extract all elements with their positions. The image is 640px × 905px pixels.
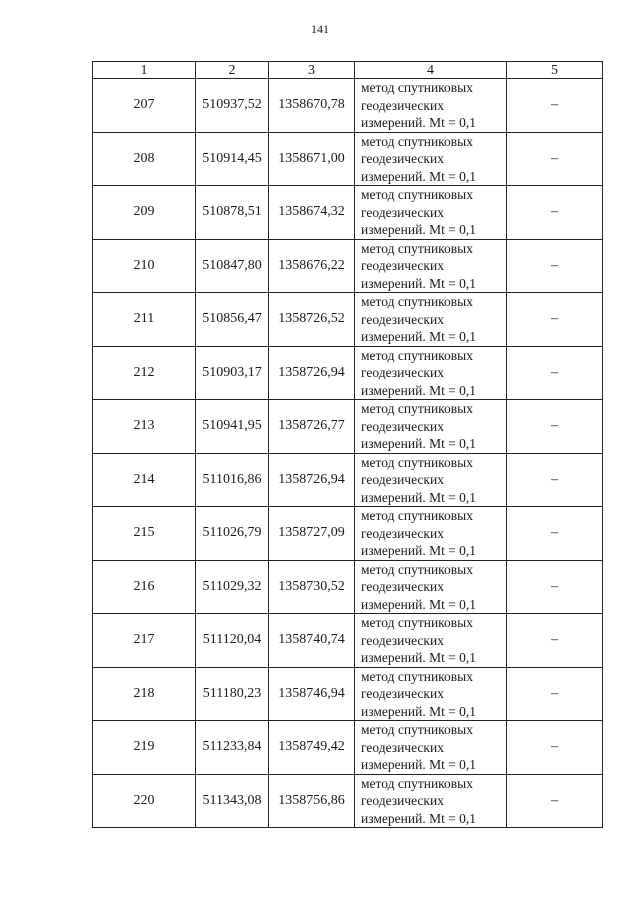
method-line: геодезических [361, 793, 444, 808]
x-coordinate-cell: 510847,80 [196, 239, 269, 293]
y-coordinate-cell: 1358740,74 [269, 614, 355, 668]
point-number-cell: 215 [93, 507, 196, 561]
note-cell: – [507, 507, 603, 561]
method-line: геодезических [361, 739, 444, 755]
method-line: геодезических [361, 97, 444, 113]
method-line: метод спутниковых [361, 401, 473, 416]
y-coordinate-cell: 1358676,22 [269, 239, 355, 293]
table-row [93, 774, 603, 828]
column-header-1: 1 [93, 62, 196, 79]
method-line: измерений. Mt = 0,1 [361, 703, 477, 719]
method-line: геодезических [361, 579, 444, 594]
x-coordinate-cell: 511120,04 [196, 614, 269, 668]
y-coordinate-cell: 1358726,94 [269, 453, 355, 507]
method-line: измерений. Mt = 0,1 [361, 596, 477, 612]
x-coordinate-cell: 510914,45 [196, 132, 269, 186]
point-number-cell: 217 [93, 614, 196, 668]
column-header-2: 2 [196, 62, 269, 79]
method-cell [355, 293, 507, 347]
method-line: геодезических [361, 686, 444, 701]
table-row [93, 400, 603, 454]
method-line: измерений. Mt = 0,1 [361, 543, 477, 558]
point-number-cell: 213 [93, 400, 196, 454]
point-number-cell: 220 [93, 774, 196, 828]
method-cell [355, 346, 507, 400]
method-line: геодезических [361, 204, 444, 220]
method-line: геодезических [361, 365, 444, 380]
method-line: измерений. Mt = 0,1 [361, 650, 477, 665]
method-line: геодезических [361, 632, 444, 648]
y-coordinate-cell: 1358726,77 [269, 400, 355, 454]
y-coordinate-cell: 1358726,94 [269, 346, 355, 400]
y-coordinate-cell: 1358674,32 [269, 186, 355, 240]
method-line: метод спутниковых [361, 722, 473, 737]
x-coordinate-cell: 511343,08 [196, 774, 269, 828]
table-row [93, 79, 603, 133]
method-line: измерений. Mt = 0,1 [361, 810, 477, 826]
y-coordinate-cell: 1358746,94 [269, 667, 355, 721]
method-cell [355, 560, 507, 614]
method-cell [355, 667, 507, 721]
note-cell: – [507, 186, 603, 240]
point-number-cell: 214 [93, 453, 196, 507]
x-coordinate-cell: 511029,32 [196, 560, 269, 614]
note-cell: – [507, 132, 603, 186]
table-row [93, 614, 603, 668]
point-number-cell: 218 [93, 667, 196, 721]
method-cell [355, 79, 507, 133]
table-row [93, 453, 603, 507]
table-body [93, 79, 603, 828]
x-coordinate-cell: 510937,52 [196, 79, 269, 133]
table-row [93, 293, 603, 347]
table-row [93, 132, 603, 186]
method-cell [355, 239, 507, 293]
coordinates-table [92, 61, 603, 828]
note-cell: – [507, 721, 603, 775]
method-line: метод спутниковых [361, 187, 473, 202]
note-cell: – [507, 614, 603, 668]
y-coordinate-cell: 1358726,52 [269, 293, 355, 347]
point-number-cell: 207 [93, 79, 196, 133]
column-header-5: 5 [507, 62, 603, 79]
method-line: измерений. Mt = 0,1 [361, 275, 477, 291]
table-row [93, 507, 603, 561]
method-line: метод спутниковых [361, 668, 473, 684]
method-line: метод спутниковых [361, 561, 473, 577]
method-line: геодезических [361, 151, 444, 166]
method-line: метод спутниковых [361, 508, 473, 523]
header-row [93, 62, 603, 79]
method-line: измерений. Mt = 0,1 [361, 222, 477, 237]
point-number-cell: 211 [93, 293, 196, 347]
method-line: метод спутниковых [361, 133, 473, 149]
method-cell [355, 507, 507, 561]
method-line: метод спутниковых [361, 80, 473, 95]
y-coordinate-cell: 1358671,00 [269, 132, 355, 186]
note-cell: – [507, 293, 603, 347]
method-cell [355, 721, 507, 775]
method-cell [355, 614, 507, 668]
method-line: измерений. Mt = 0,1 [361, 757, 477, 772]
y-coordinate-cell: 1358727,09 [269, 507, 355, 561]
point-number-cell: 216 [93, 560, 196, 614]
point-number-cell: 210 [93, 239, 196, 293]
table-row [93, 721, 603, 775]
method-line: измерений. Mt = 0,1 [361, 436, 477, 451]
note-cell: – [507, 346, 603, 400]
method-cell [355, 400, 507, 454]
point-number-cell: 209 [93, 186, 196, 240]
method-line: геодезических [361, 311, 444, 327]
method-line: геодезических [361, 258, 444, 273]
point-number-cell: 208 [93, 132, 196, 186]
page-number: 141 [311, 22, 329, 36]
x-coordinate-cell: 510903,17 [196, 346, 269, 400]
method-line: геодезических [361, 472, 444, 487]
note-cell: – [507, 774, 603, 828]
x-coordinate-cell: 510856,47 [196, 293, 269, 347]
note-cell: – [507, 400, 603, 454]
method-line: геодезических [361, 525, 444, 541]
x-coordinate-cell: 511026,79 [196, 507, 269, 561]
x-coordinate-cell: 511233,84 [196, 721, 269, 775]
x-coordinate-cell: 511016,86 [196, 453, 269, 507]
method-line: метод спутниковых [361, 454, 473, 470]
method-cell [355, 132, 507, 186]
method-line: метод спутниковых [361, 615, 473, 630]
table-row [93, 560, 603, 614]
y-coordinate-cell: 1358670,78 [269, 79, 355, 133]
point-number-cell: 219 [93, 721, 196, 775]
column-header-4: 4 [355, 62, 507, 79]
method-cell [355, 774, 507, 828]
x-coordinate-cell: 511180,23 [196, 667, 269, 721]
note-cell: – [507, 79, 603, 133]
method-cell [355, 186, 507, 240]
method-line: метод спутниковых [361, 240, 473, 256]
y-coordinate-cell: 1358730,52 [269, 560, 355, 614]
note-cell: – [507, 667, 603, 721]
method-cell [355, 453, 507, 507]
point-number-cell: 212 [93, 346, 196, 400]
table-row [93, 186, 603, 240]
table-row [93, 239, 603, 293]
x-coordinate-cell: 510941,95 [196, 400, 269, 454]
y-coordinate-cell: 1358749,42 [269, 721, 355, 775]
note-cell: – [507, 453, 603, 507]
note-cell: – [507, 239, 603, 293]
method-line: измерений. Mt = 0,1 [361, 168, 477, 184]
method-line: метод спутниковых [361, 775, 473, 791]
method-line: измерений. Mt = 0,1 [361, 329, 477, 344]
note-cell: – [507, 560, 603, 614]
y-coordinate-cell: 1358756,86 [269, 774, 355, 828]
table-row [93, 346, 603, 400]
method-line: метод спутниковых [361, 294, 473, 309]
method-line: геодезических [361, 418, 444, 434]
column-header-3: 3 [269, 62, 355, 79]
method-line: измерений. Mt = 0,1 [361, 115, 477, 130]
method-line: измерений. Mt = 0,1 [361, 489, 477, 505]
method-line: измерений. Mt = 0,1 [361, 382, 477, 398]
table-row [93, 667, 603, 721]
x-coordinate-cell: 510878,51 [196, 186, 269, 240]
method-line: метод спутниковых [361, 347, 473, 363]
